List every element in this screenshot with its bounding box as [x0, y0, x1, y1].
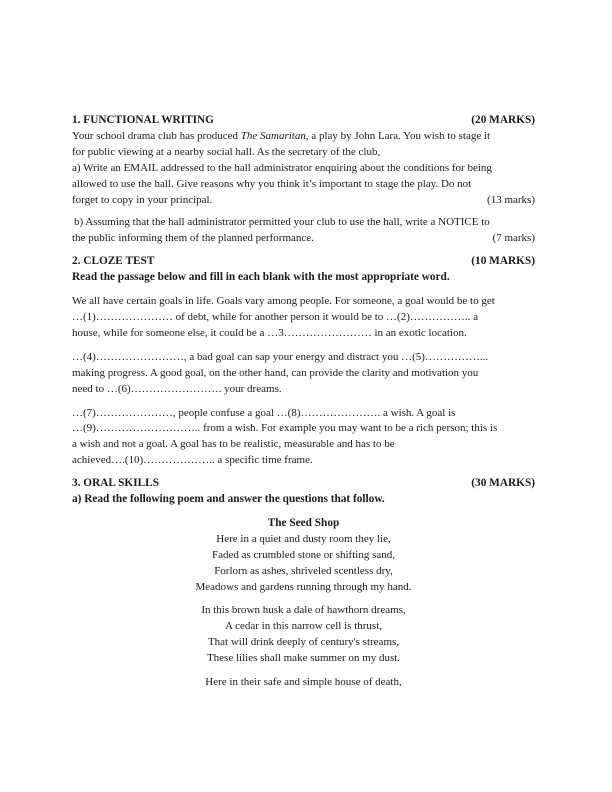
- intro-text-cont: , a play by John Lara. You wish to stage it: [305, 129, 491, 142]
- poem-line: Forlorn as ashes, shriveled scentless dry,: [214, 564, 393, 577]
- poem-stanza-2: [72, 603, 535, 667]
- oral-skills-instruction: a) Read the following poem and answer the questions that follow.: [72, 493, 385, 506]
- cloze-instruction: Read the passage below and fill in each blank with the most appropriate word.: [72, 271, 450, 284]
- poem-line: Meadows and gardens running through my hand.: [195, 580, 412, 593]
- play-title: The Samaritan: [240, 129, 306, 142]
- cloze-line: achieved….(10)……………….. a specific time frame.: [72, 454, 313, 467]
- cloze-line: a wish and not a goal. A goal has to be realistic, measurable and has to be: [72, 438, 395, 451]
- poem-stanza-3: [72, 675, 535, 691]
- exam-page: [72, 113, 535, 691]
- section-1-header: [72, 113, 535, 129]
- part-a-line-1: a) Write an EMAIL addressed to the hall administrator enquiring about the conditions for being: [72, 161, 492, 174]
- poem-line: In this brown husk a dale of hawthorn dreams,: [201, 604, 406, 617]
- section-1-intro-line-1: [72, 129, 535, 145]
- cloze-line: …(4)……………………, a bad goal can sap your energy and distract you …(5)……………...: [72, 350, 489, 363]
- cloze-line: …(7)…………………, people confuse a goal …(8)…………………. a wish. A goal is: [72, 406, 456, 419]
- part-b-line-2: the public informing them of the planned performance.: [72, 232, 314, 245]
- poem-stanza-1: [72, 532, 535, 596]
- part-a-line-3-row: [72, 193, 535, 209]
- section-1-marks: (20 MARKS): [471, 114, 535, 126]
- part-b-line-2-row: [72, 231, 535, 247]
- cloze-line: house, while for someone else, it could be a …3…………………… in an exotic location.: [72, 326, 467, 339]
- poem: [72, 516, 535, 691]
- poem-line: These lilies shall make summer on my dust.: [206, 652, 401, 665]
- poem-title: The Seed Shop: [267, 516, 340, 529]
- section-1-title: 1. FUNCTIONAL WRITING: [72, 114, 214, 126]
- cloze-line: …(1)………………… of debt, while for another person it would be to …(2)…………….. a: [72, 310, 479, 323]
- part-a-marks: (13 marks): [487, 193, 535, 206]
- intro-text: Your school drama club has produced: [72, 129, 241, 142]
- poem-line: Faded as crumbled stone or shifting sand,: [212, 548, 395, 561]
- part-b-marks: (7 marks): [492, 232, 535, 245]
- poem-line: A cedar in this narrow cell is thrust,: [224, 620, 383, 633]
- poem-line: Here in their safe and simple house of death,: [205, 676, 402, 689]
- section-1-intro-line-2: for public viewing at a nearby social hall. As the secretary of the club,: [72, 145, 381, 158]
- poem-line: That will drink deeply of century's streams,: [207, 636, 400, 649]
- section-2-marks: (10 MARKS): [471, 255, 535, 268]
- section-2-header: [72, 254, 535, 270]
- section-3-header: [72, 476, 535, 492]
- cloze-line: making progress. A good goal, on the other hand, can provide the clarity and motivation you: [72, 366, 479, 379]
- section-3-title: 3. ORAL SKILLS: [72, 477, 159, 490]
- poem-line: Here in a quiet and dusty room they lie,: [216, 532, 391, 545]
- cloze-line: need to …(6)……………………. your dreams.: [72, 382, 282, 395]
- cloze-paragraph-2: [72, 350, 535, 398]
- cloze-paragraph-1: [72, 294, 535, 342]
- cloze-line: …(9)……………………….. from a wish. For example you may want to be a rich person; this is: [72, 422, 498, 435]
- part-a-line-3: forget to copy in your principal.: [72, 193, 213, 206]
- part-b-line-1: b) Assuming that the hall administrator permitted your club to use the hall, write a NOTICE to: [74, 216, 490, 229]
- cloze-line: We all have certain goals in life. Goals vary among people. For someone, a goal would be to get: [72, 295, 495, 308]
- cloze-paragraph-3: [72, 406, 535, 470]
- section-2-title: 2. CLOZE TEST: [72, 255, 155, 268]
- section-3-marks: (30 MARKS): [471, 477, 535, 490]
- part-a-line-2: allowed to use the hall. Give reasons why you think it’s important to stage the play. Do not: [72, 177, 472, 190]
